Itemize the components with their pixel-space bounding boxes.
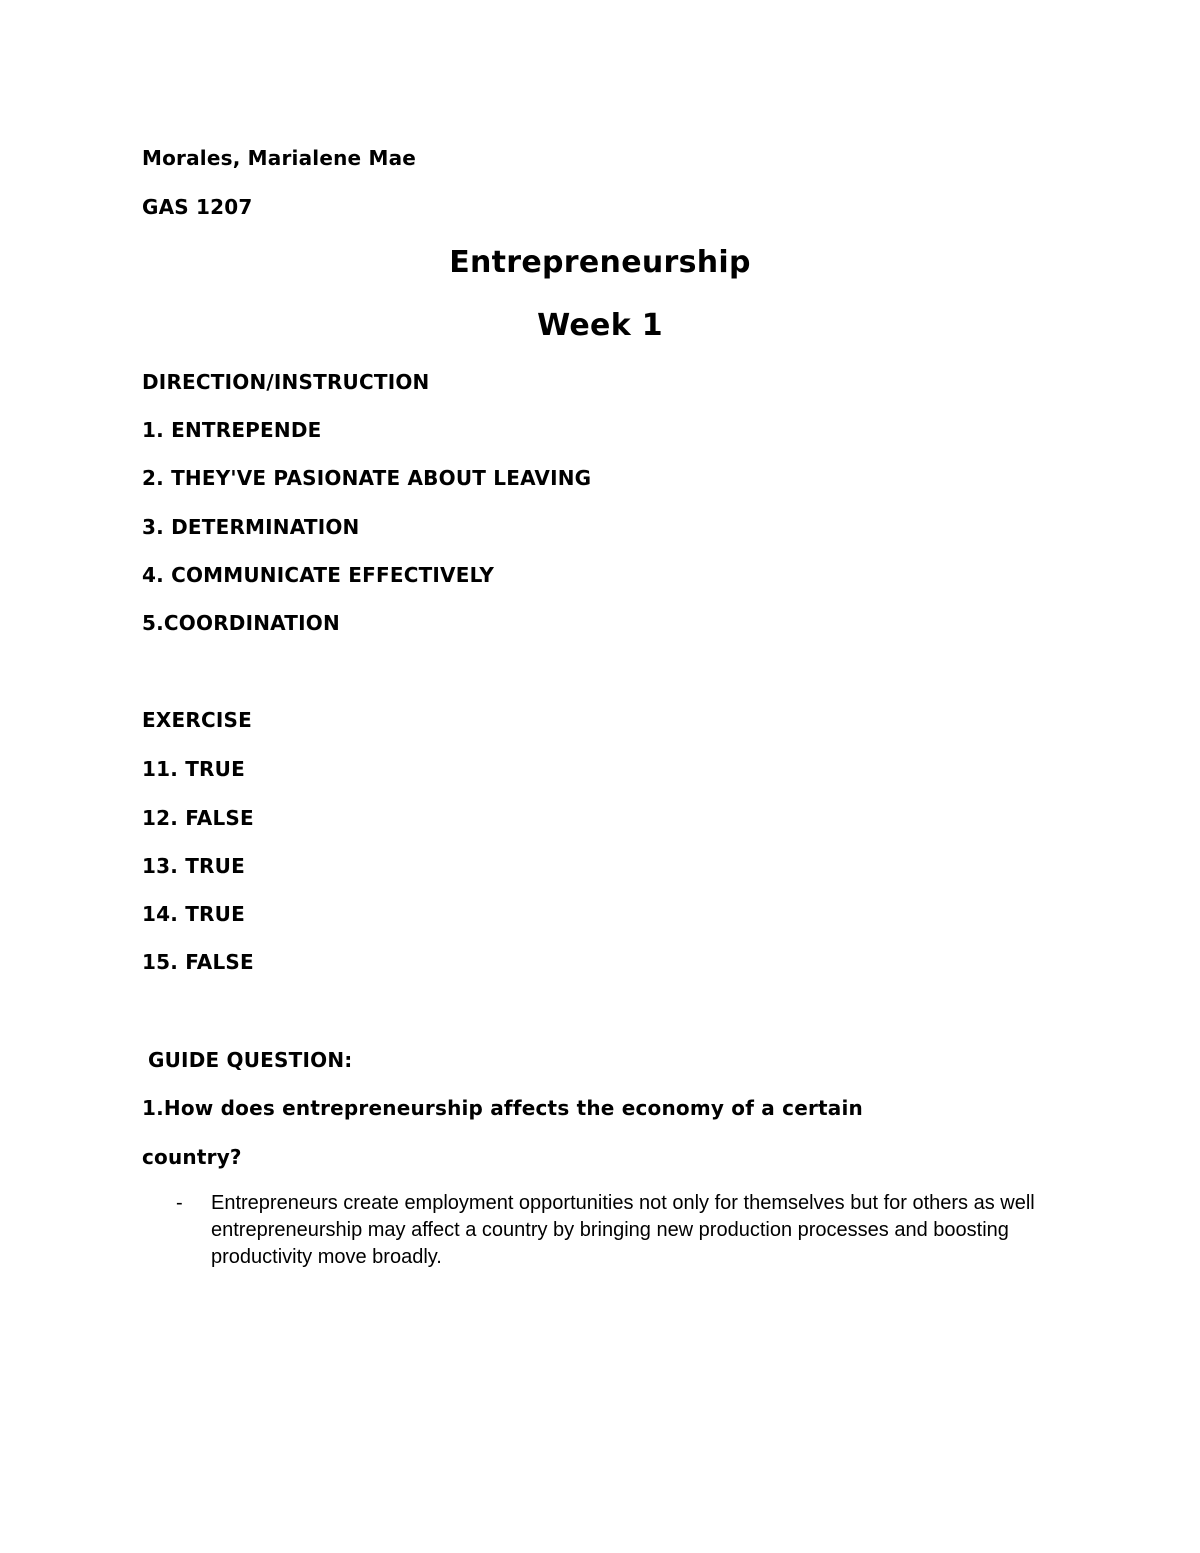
guide-question-line1: 1.How does entrepreneurship affects the economy of a certain: [142, 1096, 863, 1120]
exercise-item: 13. TRUE: [142, 854, 245, 878]
direction-heading: DIRECTION/INSTRUCTION: [142, 370, 430, 394]
document-title: Entrepreneurship: [449, 245, 751, 280]
exercise-heading: EXERCISE: [142, 708, 252, 732]
guide-question-line2: country?: [142, 1145, 242, 1169]
section-code: GAS 1207: [142, 195, 253, 219]
student-name: Morales, Marialene Mae: [142, 146, 417, 170]
exercise-item: 12. FALSE: [142, 806, 254, 830]
direction-item: 1. ENTREPENDE: [142, 418, 322, 442]
exercise-item: 15. FALSE: [142, 950, 254, 974]
answer-text: Entrepreneurs create employment opportunities not only for themselves but for others as well entrepreneurship may affect a country by bringing new production processes and boosting productivity move broadly.: [211, 1192, 1035, 1268]
direction-item: 5.COORDINATION: [142, 611, 340, 635]
direction-item: 2. THEY'VE PASIONATE ABOUT LEAVING: [142, 466, 592, 490]
direction-item: 3. DETERMINATION: [142, 515, 360, 539]
exercise-item: 14. TRUE: [142, 902, 245, 926]
answer-block: [176, 1190, 1076, 1271]
bullet-dash: -: [176, 1192, 183, 1214]
exercise-item: 11. TRUE: [142, 757, 245, 781]
week-title: Week 1: [537, 308, 663, 343]
direction-item: 4. COMMUNICATE EFFECTIVELY: [142, 563, 495, 587]
guide-question-heading: GUIDE QUESTION:: [148, 1048, 353, 1072]
